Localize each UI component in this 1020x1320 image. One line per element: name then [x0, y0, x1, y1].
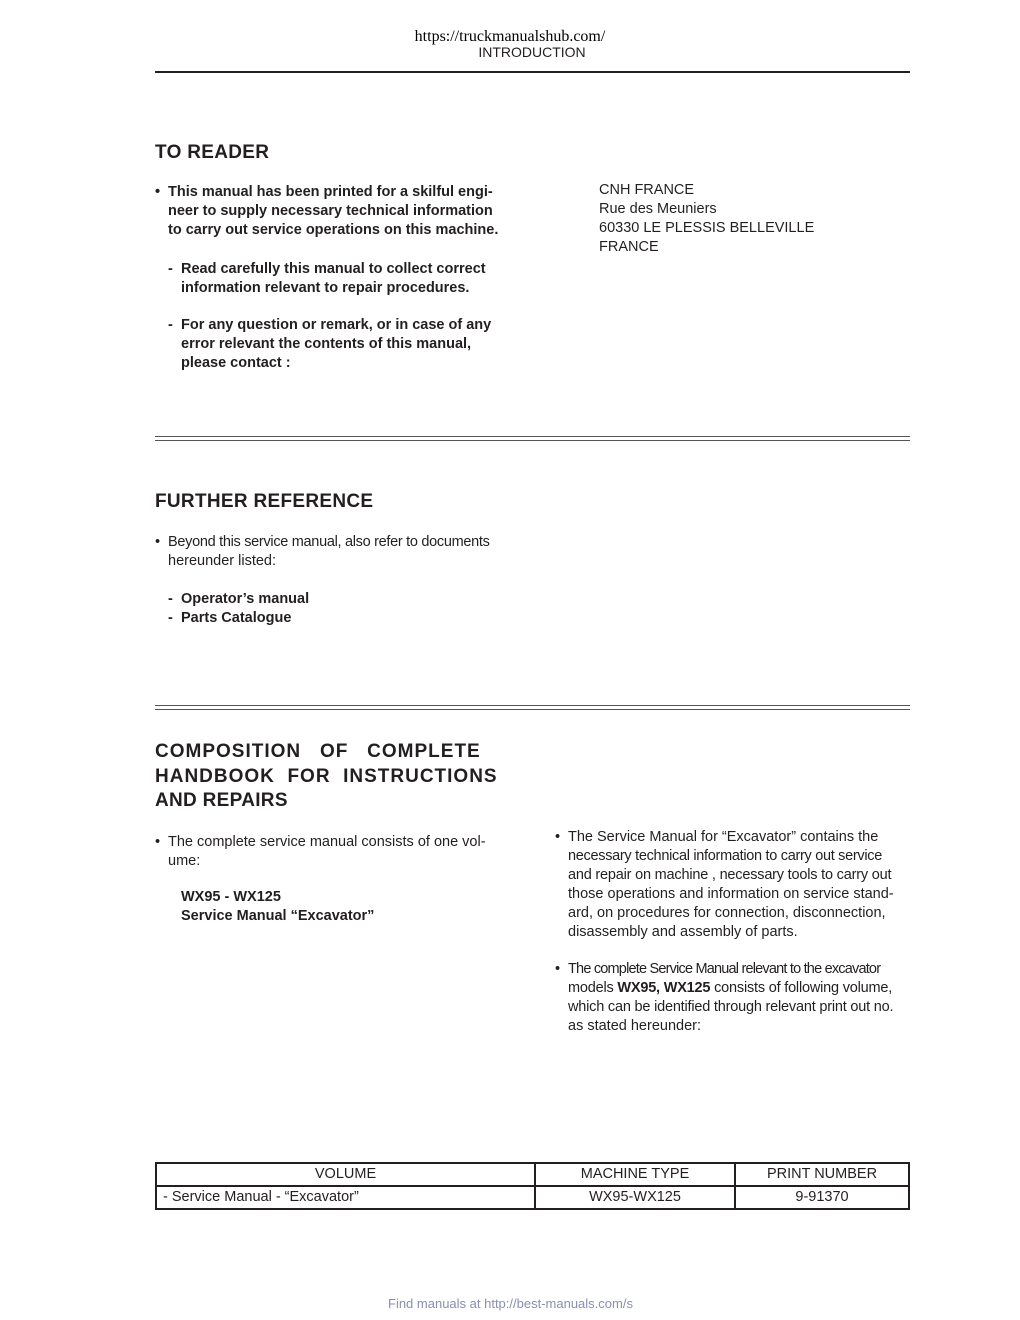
doc-parts-catalogue: Parts Catalogue — [181, 610, 292, 626]
text-line: neer to supply necessary technical information — [168, 203, 493, 219]
text-line: as stated hereunder: — [568, 1018, 702, 1034]
header-url: https://truckmanualshub.com/ — [414, 28, 606, 45]
to-reader-item-contact — [155, 316, 510, 373]
contact-address — [599, 181, 899, 257]
text-line: ume: — [168, 853, 201, 869]
further-reference-list — [155, 590, 510, 628]
text-fragment: models — [568, 980, 618, 996]
header-rule — [155, 71, 910, 73]
composition-left-text — [155, 833, 515, 871]
list-item — [155, 590, 510, 609]
to-reader-intro — [155, 183, 510, 240]
bullet-icon: • — [155, 534, 161, 550]
bullet-icon: • — [155, 834, 161, 850]
composition-volume — [181, 888, 501, 926]
models-bold: WX95, WX125 — [617, 980, 711, 996]
text-line: hereunder listed: — [168, 553, 277, 569]
text-line: information relevant to repair procedures. — [181, 280, 470, 296]
address-line: FRANCE — [599, 239, 659, 255]
dash-marker: - — [168, 261, 173, 277]
text-line: to carry out service operations on this machine. — [168, 222, 499, 238]
section-divider — [155, 705, 910, 710]
text-line: Read carefully this manual to collect correct — [181, 261, 486, 277]
address-line: Rue des Meuniers — [599, 201, 717, 217]
further-reference-heading: FURTHER REFERENCE — [155, 491, 374, 512]
running-head: INTRODUCTION — [478, 44, 586, 60]
cell-machine-type: WX95-WX125 — [535, 1186, 735, 1209]
further-reference-intro — [155, 533, 515, 571]
manual-title: Service Manual “Excavator” — [181, 908, 375, 924]
text-line: For any question or remark, or in case of any — [181, 317, 492, 333]
model-line: WX95 - WX125 — [181, 889, 281, 905]
table-header-row — [156, 1163, 909, 1186]
heading-line: AND REPAIRS — [155, 790, 288, 811]
to-reader-heading: TO READER — [155, 142, 270, 163]
heading-line: COMPOSITION OF COMPLETE — [155, 741, 481, 762]
header-machine-type: MACHINE TYPE — [535, 1163, 735, 1186]
text-line: The complete service manual consists of one vol- — [168, 834, 486, 850]
text-line: This manual has been printed for a skilful engi- — [168, 184, 493, 200]
address-line: 60330 LE PLESSIS BELLEVILLE — [599, 220, 815, 236]
bullet-icon: • — [555, 961, 561, 977]
text-line: those operations and information on service stand- — [568, 886, 894, 902]
composition-right-text-1 — [555, 828, 915, 942]
text-line: disassembly and assembly of parts. — [568, 924, 798, 940]
dash-marker: - — [168, 317, 173, 333]
text-line: which can be identified through relevant print out no. — [568, 999, 894, 1015]
cell-volume: - Service Manual - “Excavator” — [156, 1186, 535, 1209]
text-line: necessary technical information to carry out service — [568, 848, 883, 864]
volume-table — [155, 1162, 910, 1210]
cell-print-number: 9-91370 — [735, 1186, 909, 1209]
address-line: CNH FRANCE — [599, 182, 695, 198]
text-line: ard, on procedures for connection, disconnection, — [568, 905, 886, 921]
text-line: and repair on machine , necessary tools to carry out — [568, 867, 892, 883]
text-line: Beyond this service manual, also refer to documents — [168, 534, 490, 550]
header-print-number: PRINT NUMBER — [735, 1163, 909, 1186]
text-fragment: consists of following volume, — [710, 980, 893, 996]
section-divider — [155, 436, 910, 441]
header-volume: VOLUME — [156, 1163, 535, 1186]
text-line — [568, 979, 915, 998]
table-row — [156, 1186, 909, 1209]
bullet-icon: • — [155, 184, 161, 200]
text-line: error relevant the contents of this manual, — [181, 336, 472, 352]
doc-operators-manual: Operator’s manual — [181, 591, 310, 607]
text-line: The Service Manual for “Excavator” contains the — [568, 829, 879, 845]
composition-heading — [155, 740, 510, 814]
composition-right-text-2 — [555, 960, 915, 1036]
footer-link[interactable]: Find manuals at http://best-manuals.com/s — [388, 1296, 633, 1311]
to-reader-item-read — [155, 260, 510, 298]
text-line: The complete Service Manual relevant to the excavator — [568, 961, 881, 977]
bullet-icon: • — [555, 829, 561, 845]
dash-marker: - — [168, 610, 173, 626]
text-line: please contact : — [181, 355, 291, 371]
dash-marker: - — [168, 591, 173, 607]
list-item — [155, 609, 510, 628]
heading-line: HANDBOOK FOR INSTRUCTIONS — [155, 765, 498, 787]
